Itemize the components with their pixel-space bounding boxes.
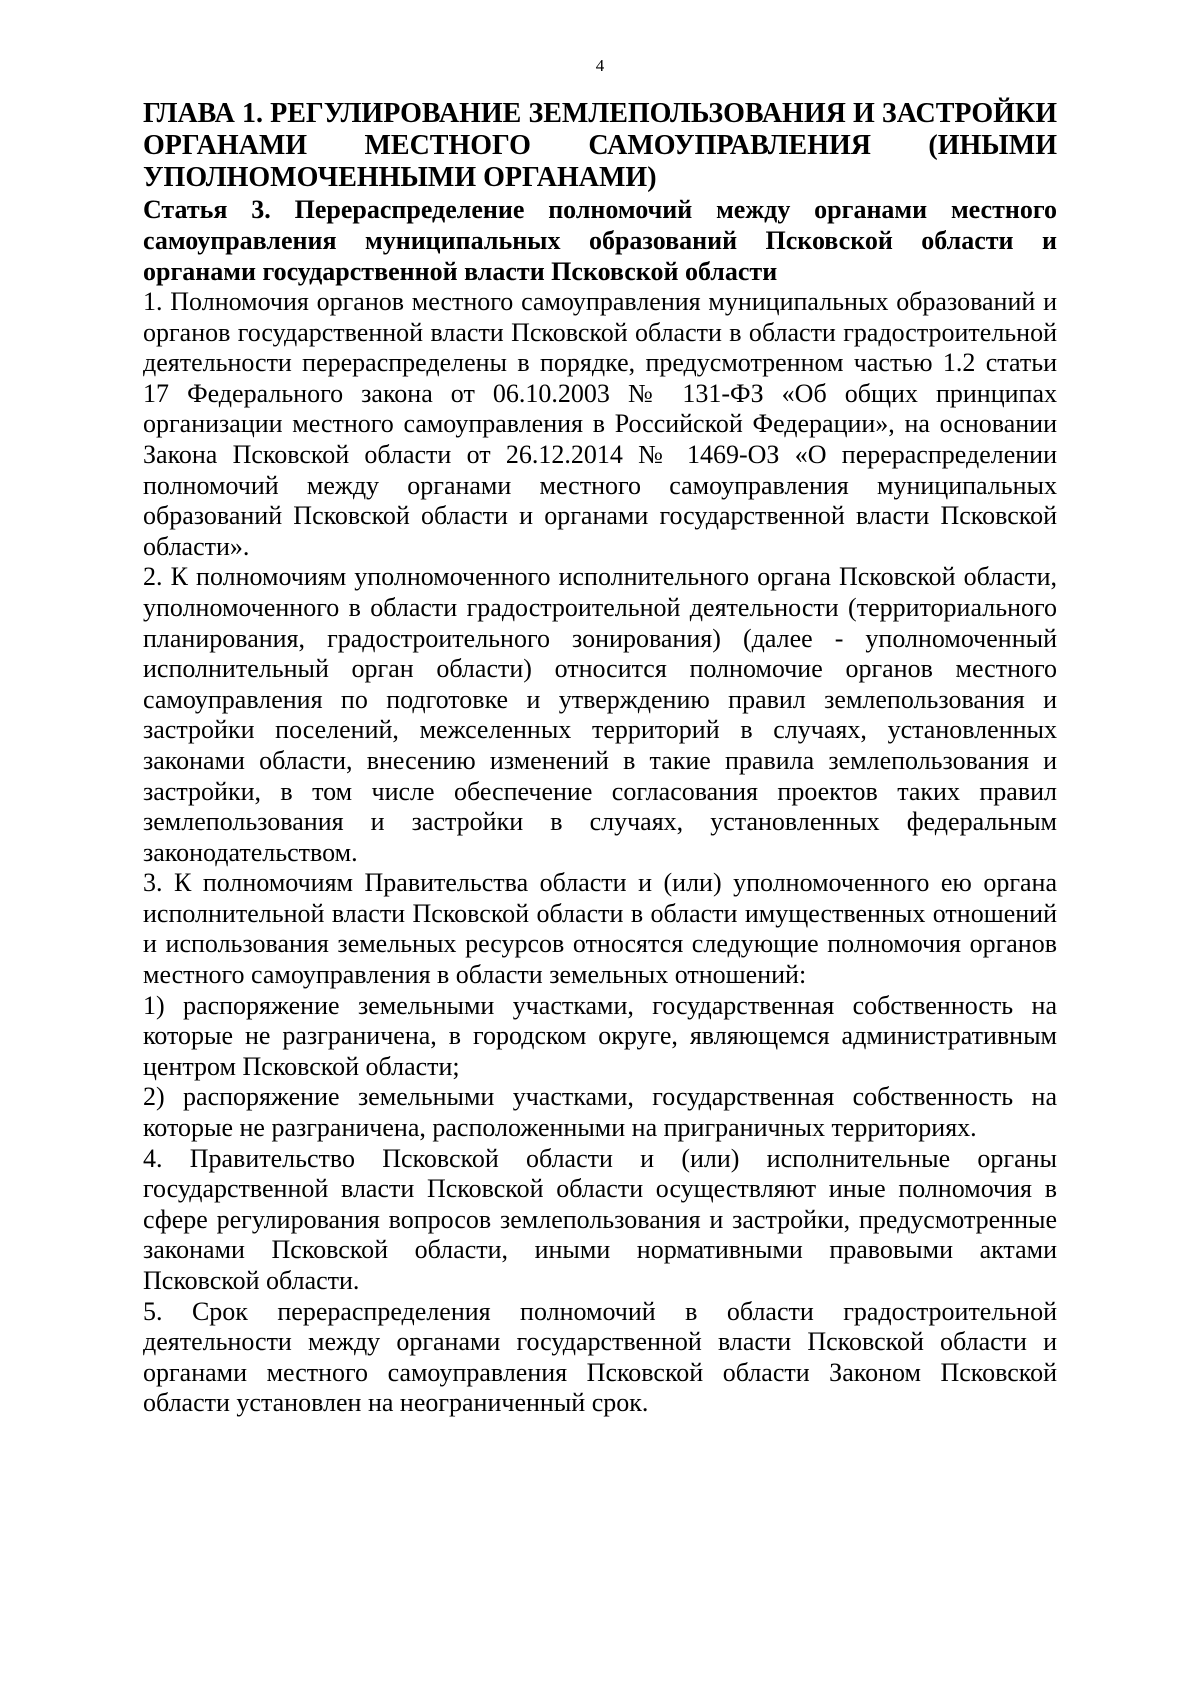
paragraph-3-item-2: 2) распоряжение земельными участками, государственная собственность на которые не разграничена, расположенными на приграничных территориях. bbox=[143, 1082, 1057, 1143]
paragraph-1: 1. Полномочия органов местного самоуправления муниципальных образований и органов государственной власти Псковской области в области градостроительной деятельности перераспределены в порядке, предусмотренном частью 1.2 статьи 17 Федерального закона от 06.10.2003 № 131-ФЗ «Об общих принципах организации местного самоуправления в Российской Федерации», на основании Закона Псковской области от 26.12.2014 № 1469-ОЗ «О перераспределении полномочий между органами местного самоуправления муниципальных образований Псковской области и органами государственной власти Псковской области». bbox=[143, 287, 1057, 561]
document-page bbox=[143, 56, 1057, 1419]
chapter-title: ГЛАВА 1. РЕГУЛИРОВАНИЕ ЗЕМЛЕПОЛЬЗОВАНИЯ И ЗАСТРОЙКИ ОРГАНАМИ МЕСТНОГО САМОУПРАВЛЕНИЯ (ИНЫМИ УПОЛНОМОЧЕННЫМИ ОРГАНАМИ) bbox=[143, 98, 1057, 193]
paragraph-4: 4. Правительство Псковской области и (или) исполнительные органы государственной власти Псковской области осуществляют иные полномочия в сфере регулирования вопросов землепользования и застройки, предусмотренные законами Псковской области, иными нормативными правовыми актами Псковской области. bbox=[143, 1143, 1057, 1295]
paragraph-3: 3. К полномочиям Правительства области и (или) уполномоченного ею органа исполнительной власти Псковской области в области имущественных отношений и использования земельных ресурсов относятся следующие полномочия органов местного самоуправления в области земельных отношений: bbox=[143, 868, 1057, 990]
page-number: 4 bbox=[595, 56, 605, 75]
paragraph-5: 5. Срок перераспределения полномочий в области градостроительной деятельности между органами государственной власти Псковской области и органами местного самоуправления Псковской области Законом Псковской области установлен на неограниченный срок. bbox=[143, 1296, 1057, 1418]
paragraph-3-item-1: 1) распоряжение земельными участками, государственная собственность на которые не разграничена, в городском округе, являющемся административным центром Псковской области; bbox=[143, 990, 1057, 1081]
paragraph-2: 2. К полномочиям уполномоченного исполнительного органа Псковской области, уполномоченного в области градостроительной деятельности (территориального планирования, градостроительного зонирования) (далее - уполномоченный исполнительный орган области) относится полномочие органов местного самоуправления по подготовке и утверждению правил землепользования и застройки поселений, межселенных территорий в случаях, установленных законами области, внесению изменений в такие правила землепользования и застройки, в том числе обеспечение согласования проектов таких правил землепользования и застройки в случаях, установленных федеральным законодательством. bbox=[143, 562, 1057, 867]
article-title: Статья 3. Перераспределение полномочий между органами местного самоуправления муниципальных образований Псковской области и органами государственной власти Псковской области bbox=[143, 195, 1057, 286]
